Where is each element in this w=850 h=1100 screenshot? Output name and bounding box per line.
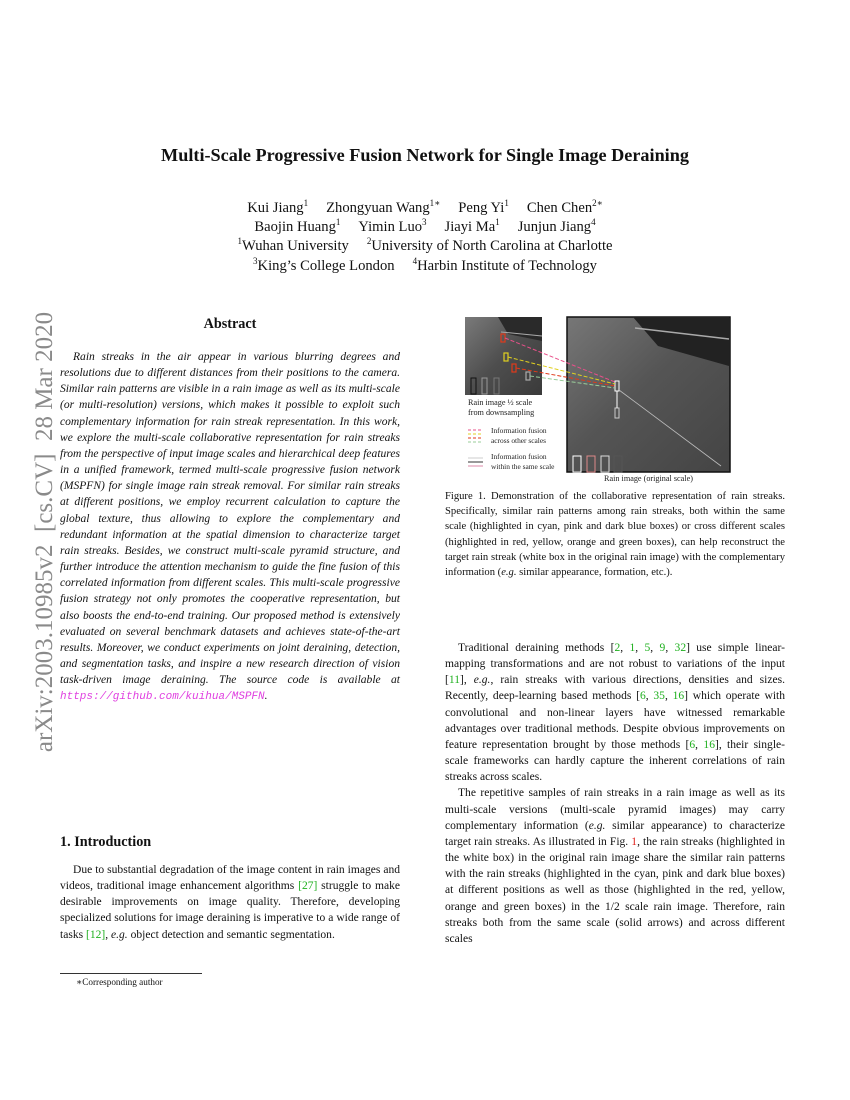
text-run: e.g. [501, 567, 517, 579]
citation-link[interactable]: 1 [629, 642, 636, 654]
text-run: . [264, 690, 268, 703]
affiliation: $^1$Wuhan University [237, 236, 349, 254]
text-run: ], their single-scale frameworks can hardly capture the inherent correlations of rain streaks across scales. [445, 738, 785, 784]
citation-link[interactable]: 35 [653, 690, 665, 703]
citation-link[interactable]: 5 [644, 642, 651, 654]
text-run: , [695, 738, 704, 751]
text-run: , [664, 690, 673, 703]
citation-link[interactable]: 6 [639, 690, 646, 703]
author: Kui Jiang$^1$ [247, 198, 309, 216]
author: Zhongyuan Wang$^{1∗}$ [326, 198, 441, 216]
figure-1 [463, 316, 763, 488]
text-run: Figure 1. Demonstration of the collaborative representation of rain streaks. Specifically, similar rain patterns among rain streaks, both within the same scale (highlighted in cyan, pink and dark blue boxes) or cross different scales (highlighted in red, yellow, orange and green boxes), can help reconstruct the target rain streak (white box in the original rain image) with the complementary information ( [445, 491, 785, 579]
citation-link[interactable]: 16 [672, 690, 685, 703]
text-run: , rain streaks with various directions, densities and sizes. Recently, deep-learning based methods [ [445, 674, 785, 703]
paragraph [60, 349, 400, 705]
citation-link[interactable]: [12] [85, 928, 106, 941]
text-run: similar appearance, formation, etc.). [516, 567, 673, 579]
citation-link[interactable]: 1 [631, 835, 638, 848]
text-run: similar appearance) to characterize target rain streaks. As illustrated in Fig. [445, 819, 785, 848]
affiliations-line-1 [0, 238, 850, 255]
affiliation: $^2$University of North Carolina at Charlotte [366, 236, 613, 254]
original-rain-image [567, 317, 730, 472]
text-run: e.g. [588, 819, 606, 832]
abstract-heading: Abstract [203, 316, 257, 332]
paragraph [445, 785, 785, 947]
text-run: object detection and semantic segmentation. [127, 928, 335, 941]
original-scale-label: Rain image (original scale) [604, 474, 693, 483]
paper-title: Multi-Scale Progressive Fusion Network for Single Image Deraining [161, 145, 689, 165]
affiliation: $^4$Harbin Institute of Technology [412, 256, 597, 274]
figure-1-caption [445, 489, 785, 580]
text-run: , [620, 642, 630, 654]
text-run: , [105, 928, 112, 941]
affiliation: $^3$King’s College London [253, 256, 395, 274]
affiliations-line-2 [0, 258, 850, 275]
paragraph [60, 862, 400, 943]
text-run: , [650, 642, 660, 654]
text-run: Due to substantial degradation of the image content in rain images and videos, traditional image enhancement algorithms [60, 864, 400, 893]
legend-swatches [468, 430, 483, 466]
paragraph [445, 640, 785, 785]
text-run: Traditional deraining methods [ [458, 642, 615, 654]
arxiv-stamp: arXiv:2003.10985v2 [cs.CV] 28 Mar 2020 [31, 311, 58, 753]
abstract-body [60, 349, 400, 705]
citation-link[interactable]: 11 [448, 674, 460, 687]
text-run: ], [459, 674, 474, 687]
text-run: , [635, 642, 645, 654]
half-scale-label: Rain image ½ scale from downsampling [468, 398, 535, 417]
author: Jiayi Ma$^1$ [444, 217, 500, 235]
text-run: struggle to make desirable improvements on image quality. Therefore, developing specialized solutions for image deraining is imperative to a wide range of tasks [60, 880, 400, 941]
legend-across-scales: Information fusion across other scales [491, 426, 547, 445]
author: Peng Yi$^1$ [458, 198, 509, 216]
introduction-heading: 1. Introduction [60, 834, 152, 850]
text-run: e.g. [111, 928, 128, 941]
author: Baojin Huang$^1$ [254, 217, 341, 235]
footnote-rule [60, 973, 202, 974]
author: Yimin Luo$^3$ [358, 217, 427, 235]
citation-link[interactable]: 16 [703, 738, 715, 751]
text-run: ] which operate with convolutional and non-linear layers have witnessed remarkable advantages over traditional methods. Despite obvious improvements on feature representation brought by those methods [ [445, 690, 786, 751]
text-run: Rain streaks in the air appear in various blurring degrees and resolutions due to different distances from their positions to the camera. Similar rain patterns are visible in a rain image as well as its multi-scale (or multi-resolution) versions, which makes it possible to exploit such complementary information for rain streak representation. In this work, we explore the multi-scale collaborative representation for rain streaks from the perspective of input image scales and hierarchical deep features in a unified framework, termed multi-scale progressive fusion network (MSPFN) for single image rain streak removal. For similar rain streaks at different positions, we employ recurrent calculation to capture the global texture, thus allowing to explore the complementary and redundant information at the spatial dimension to characterize target rain streaks. Besides, we construct multi-scale pyramid structure, and further introduce the attention mechanism to guide the fine fusion of this correlated information from different scales. This multi-scale progressive fusion strategy not only promotes the cooperative representation, but also boosts the end-to-end training. Our proposed method is extensively evaluated on several benchmark datasets and achieves state-of-the-art results. Moreover, we conduct experiments on joint deraining, detection, and segmentation tasks, and inspire a new research direction of vision task-driven image deraining. The source code is available at [60, 351, 400, 687]
text-run: ] use simple linear-mapping transformations and are not robust to variations of the input [ [445, 642, 786, 687]
text-run: , the rain streaks (highlighted in the white box) in the original rain image share the similar rain patterns with the rain streaks (highlighted in the cyan, pink and dark blue boxes) at different positions as well as those (highlighted in the red, yellow, orange and green boxes) in the 1/2 scale rain image. Therefore, rain streaks both from the same scale (solid arrows) and across different scales [445, 835, 785, 945]
citation-link[interactable]: 32 [674, 642, 687, 654]
author: Chen Chen$^{2∗}$ [526, 198, 603, 216]
authors-line-1 [0, 200, 850, 217]
text-run: , [645, 690, 654, 703]
legend-within-scale: Information fusion within the same scale [491, 452, 555, 471]
authors-line-2 [0, 219, 850, 236]
footnote: ∗Corresponding author [76, 977, 163, 987]
text-run: , [665, 642, 675, 654]
text-run: e.g. [473, 674, 491, 687]
citation-link[interactable]: [27] [298, 880, 318, 893]
introduction-left-body [60, 862, 400, 943]
author: Junjun Jiang$^4$ [517, 217, 596, 235]
half-scale-rain-image [465, 317, 542, 395]
citation-link[interactable]: 6 [689, 738, 696, 751]
text-run: The repetitive samples of rain streaks in a rain image as well as its multi-scale versions (multi-scale pyramid images) may carry complementary information ( [445, 787, 785, 832]
citation-link[interactable]: 2 [614, 642, 621, 654]
code-link[interactable]: https://github.com/kuihua/MSPFN [60, 691, 265, 704]
introduction-right-body [445, 640, 785, 947]
citation-link[interactable]: 9 [659, 642, 666, 654]
